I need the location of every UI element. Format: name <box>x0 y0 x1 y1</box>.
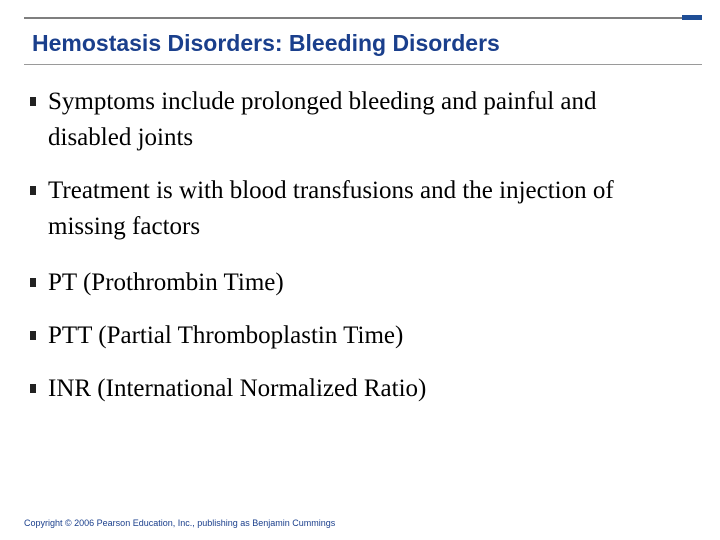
square-bullet-icon <box>30 384 36 393</box>
title-underline <box>24 64 702 65</box>
bullet-item <box>30 371 680 407</box>
square-bullet-icon <box>30 278 36 287</box>
slide-title: Hemostasis Disorders: Bleeding Disorders <box>32 30 500 56</box>
bullet-item <box>30 318 680 354</box>
top-rule <box>24 17 702 19</box>
bullet-text: Treatment is with blood transfusions and the injection of missing factors <box>48 177 614 240</box>
square-bullet-icon <box>30 186 36 195</box>
bullet-item <box>30 173 680 245</box>
bullet-item <box>30 84 680 156</box>
square-bullet-icon <box>30 97 36 106</box>
bullet-text: Symptoms include prolonged bleeding and painful and disabled joints <box>48 88 597 151</box>
bullet-text: PTT (Partial Thromboplastin Time) <box>48 322 404 349</box>
bullet-text: INR (International Normalized Ratio) <box>48 375 427 402</box>
bullet-text: PT (Prothrombin Time) <box>48 269 284 296</box>
copyright-footer: Copyright © 2006 Pearson Education, Inc., publishing as Benjamin Cummings <box>24 518 336 528</box>
square-bullet-icon <box>30 331 36 340</box>
bullet-item <box>30 265 680 301</box>
top-rule-accent <box>682 15 702 20</box>
